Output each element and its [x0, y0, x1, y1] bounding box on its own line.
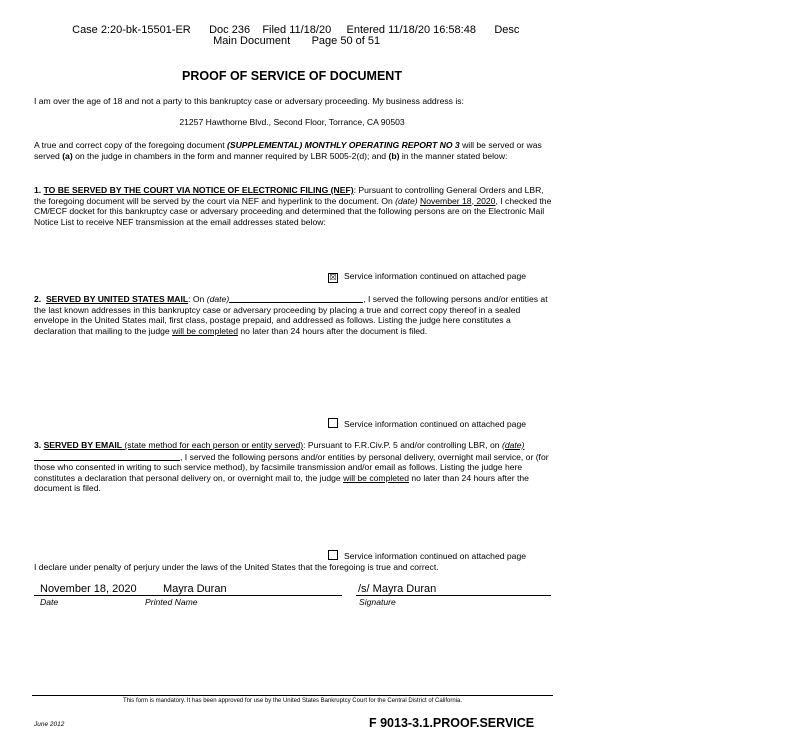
section-3-continued-checkbox[interactable]: [328, 550, 338, 560]
section-2-number: 2.: [34, 294, 42, 304]
section-3-continued: [328, 550, 526, 561]
section-3-heading-note: (state method for each person or entity served): [122, 440, 304, 450]
section-3-heading: SERVED BY EMAIL: [43, 440, 123, 450]
desc-label: Desc: [494, 24, 520, 36]
section-2-continued: [328, 418, 526, 429]
section-1-number: 1.: [34, 185, 42, 195]
section-1-date-label: (date): [395, 195, 418, 206]
section-1-date-value: November 18, 2020: [419, 195, 496, 206]
section-3-text-1: , I served the following persons and/or entities by personal delivery, overnight mail service, or (for those who consented in writing to such service method), by facsimile transmission and/or email as follows. Listing the judge here constitutes a declaration that personal delivery on, or overnight mail to, the judge: [34, 451, 549, 483]
section-3-continued-label: Service information continued on attached page: [344, 551, 527, 561]
footer-form-id: F 9013-3.1.PROOF.SERVICE: [369, 716, 535, 730]
footer-date: June 2012: [34, 721, 65, 728]
section-1-continued-label: Service information continued on attached page: [344, 271, 527, 281]
section-2-continued-label: Service information continued on attached page: [344, 419, 527, 429]
copy-item-a: (a): [62, 150, 73, 161]
footer-rule: [32, 695, 553, 696]
copy-text-end: in the manner stated below:: [399, 150, 508, 161]
signature-line: [356, 595, 551, 596]
section-1-text-2: , I checked the CM/ECF docket for this bankruptcy case or adversary proceeding and determined that the following persons are on the Electronic Mail Notice List to receive NEF transmission at the email addresses stated below:: [34, 195, 552, 227]
case-number: Case 2:20-bk-15501-ER: [72, 24, 191, 36]
section-2-date-blank: [229, 293, 363, 303]
section-1-continued-checkbox[interactable]: ☒: [329, 273, 337, 282]
section-3-date-label: (date): [501, 440, 525, 450]
section-1-heading: TO BE SERVED BY THE COURT VIA NOTICE OF ELECTRONIC FILING (NEF): [43, 185, 354, 195]
business-address: 21257 Hawthorne Blvd., Second Floor, Torrance, CA 90503: [179, 117, 405, 127]
date-label: Date: [40, 597, 59, 607]
section-2-date-label: (date): [206, 294, 230, 304]
section-2-paragraph: [34, 293, 554, 336]
section-2-on: : On: [188, 294, 207, 304]
footer-mandatory: This form is mandatory. It has been approved for use by the United States Bankruptcy Court for the Central District of California.: [122, 698, 463, 704]
section-3-text-2: no later than 24 hours after the document is filed.: [34, 472, 529, 494]
document-title: (SUPPLEMENTAL) MONTHLY OPERATING REPORT NO 3: [227, 140, 460, 150]
entered-date: Entered 11/18/20 16:58:48: [346, 24, 476, 36]
case-header-line2: [207, 23, 380, 47]
section-2-text-1: , I served the following persons and/or entities at the last known addresses in this bankruptcy case or adversary proceeding by placing a true and correct copy thereof in a sealed envelope in the United States mail, first class, postage prepaid, and addressed as follows. Listing the judge here constitutes a declaration that mailing to the judge: [34, 294, 548, 336]
copy-item-b: (b): [388, 150, 400, 161]
doc-number: Doc 236: [209, 24, 251, 36]
section-1-continued: [328, 271, 526, 283]
signature-label: Signature: [359, 597, 396, 607]
section-3-will-be-completed: will be completed: [343, 472, 409, 483]
section-2-heading: SERVED BY UNITED STATES MAIL: [45, 294, 189, 304]
section-1-text-1: : Pursuant to controlling General Orders and LBR, the foregoing document will be served by the court via NEF and hyperlink to the document. On: [34, 185, 544, 206]
copy-text-middle: on the judge in chambers in the form and manner required by LBR 5005-2(d); and: [72, 150, 389, 161]
signature-value: /s/ Mayra Duran: [358, 583, 437, 595]
copy-text-after: will be served or was served: [34, 140, 542, 161]
signature-date-value: November 18, 2020: [40, 583, 137, 595]
section-1-paragraph: [34, 185, 554, 227]
section-2-continued-checkbox[interactable]: [328, 418, 338, 428]
page-title: PROOF OF SERVICE OF DOCUMENT: [182, 69, 402, 83]
section-3-paragraph: [34, 440, 554, 494]
copy-paragraph: [34, 140, 554, 161]
name-date-line: [34, 595, 342, 596]
declaration: I declare under penalty of perjury under the laws of the United States that the foregoing is true and correct.: [34, 562, 439, 572]
printed-name-label: Printed Name: [145, 597, 198, 607]
section-3-date-blank: [34, 451, 180, 461]
section-3-text-0: : Pursuant to F.R.Civ.P. 5 and/or controlling LBR, on: [303, 440, 502, 450]
copy-text-before: A true and correct copy of the foregoing document: [34, 140, 227, 150]
main-document-label: Main Document: [213, 35, 291, 47]
page-number: Page 50 of 51: [311, 35, 381, 47]
printed-name-value: Mayra Duran: [163, 583, 227, 595]
section-2-text-2: no later than 24 hours after the document is filed.: [238, 325, 428, 336]
intro-paragraph: I am over the age of 18 and not a party to this bankruptcy case or adversary proceeding. My business address is:: [34, 96, 464, 106]
filed-date: Filed 11/18/20: [262, 24, 332, 36]
section-2-will-be-completed: will be completed: [172, 325, 238, 336]
section-3-number: 3.: [34, 440, 42, 450]
